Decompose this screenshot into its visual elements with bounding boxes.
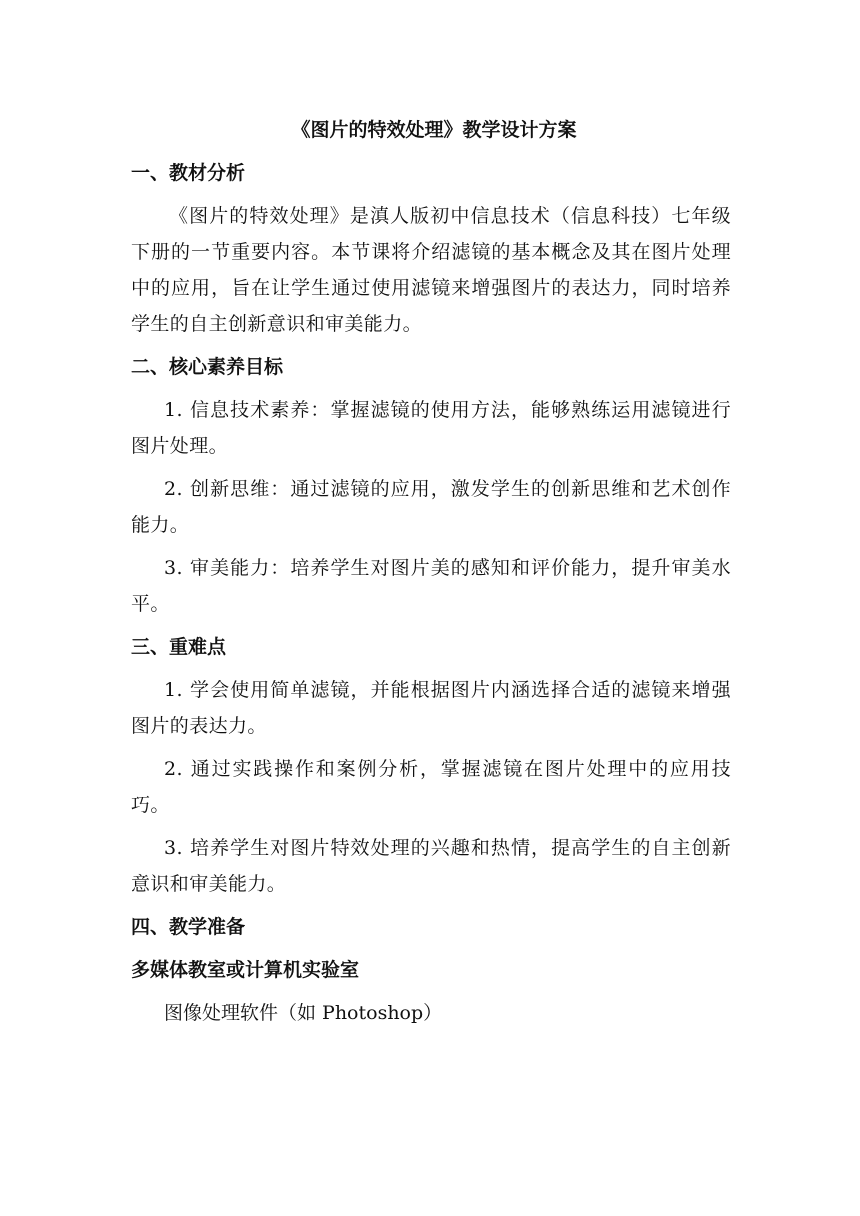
list-item: 2. 创新思维：通过滤镜的应用，激发学生的创新思维和艺术创作能力。 bbox=[131, 478, 731, 536]
list-item: 1. 学会使用简单滤镜，并能根据图片内涵选择合适的滤镜来增强图片的表达力。 bbox=[131, 679, 731, 737]
document-body bbox=[131, 112, 731, 1038]
document-title: 《图片的特效处理》教学设计方案 bbox=[291, 119, 577, 141]
preparation-subheading: 多媒体教室或计算机实验室 bbox=[131, 959, 360, 981]
section-heading-key-difficult-points: 三、重难点 bbox=[131, 636, 227, 658]
section-heading-textbook-analysis: 一、教材分析 bbox=[131, 162, 246, 184]
list-item: 3. 审美能力：培养学生对图片美的感知和评价能力，提升审美水平。 bbox=[131, 557, 731, 615]
section-paragraph: 《图片的特效处理》是滇人版初中信息技术（信息科技）七年级下册的一节重要内容。本节课将介绍滤镜的基本概念及其在图片处理中的应用，旨在让学生通过使用滤镜来增强图片的表达力，同时培养学生的自主创新意识和审美能力。 bbox=[131, 205, 731, 335]
section-heading-core-literacy-goals: 二、核心素养目标 bbox=[131, 356, 284, 378]
list-item: 3. 培养学生对图片特效处理的兴趣和热情，提高学生的自主创新意识和审美能力。 bbox=[131, 837, 731, 895]
list-item: 2. 通过实践操作和案例分析，掌握滤镜在图片处理中的应用技巧。 bbox=[131, 758, 731, 816]
section-heading-teaching-preparation: 四、教学准备 bbox=[131, 916, 246, 938]
preparation-line: 图像处理软件（如 Photoshop） bbox=[164, 1002, 443, 1024]
list-item: 1. 信息技术素养：掌握滤镜的使用方法，能够熟练运用滤镜进行图片处理。 bbox=[131, 399, 731, 457]
